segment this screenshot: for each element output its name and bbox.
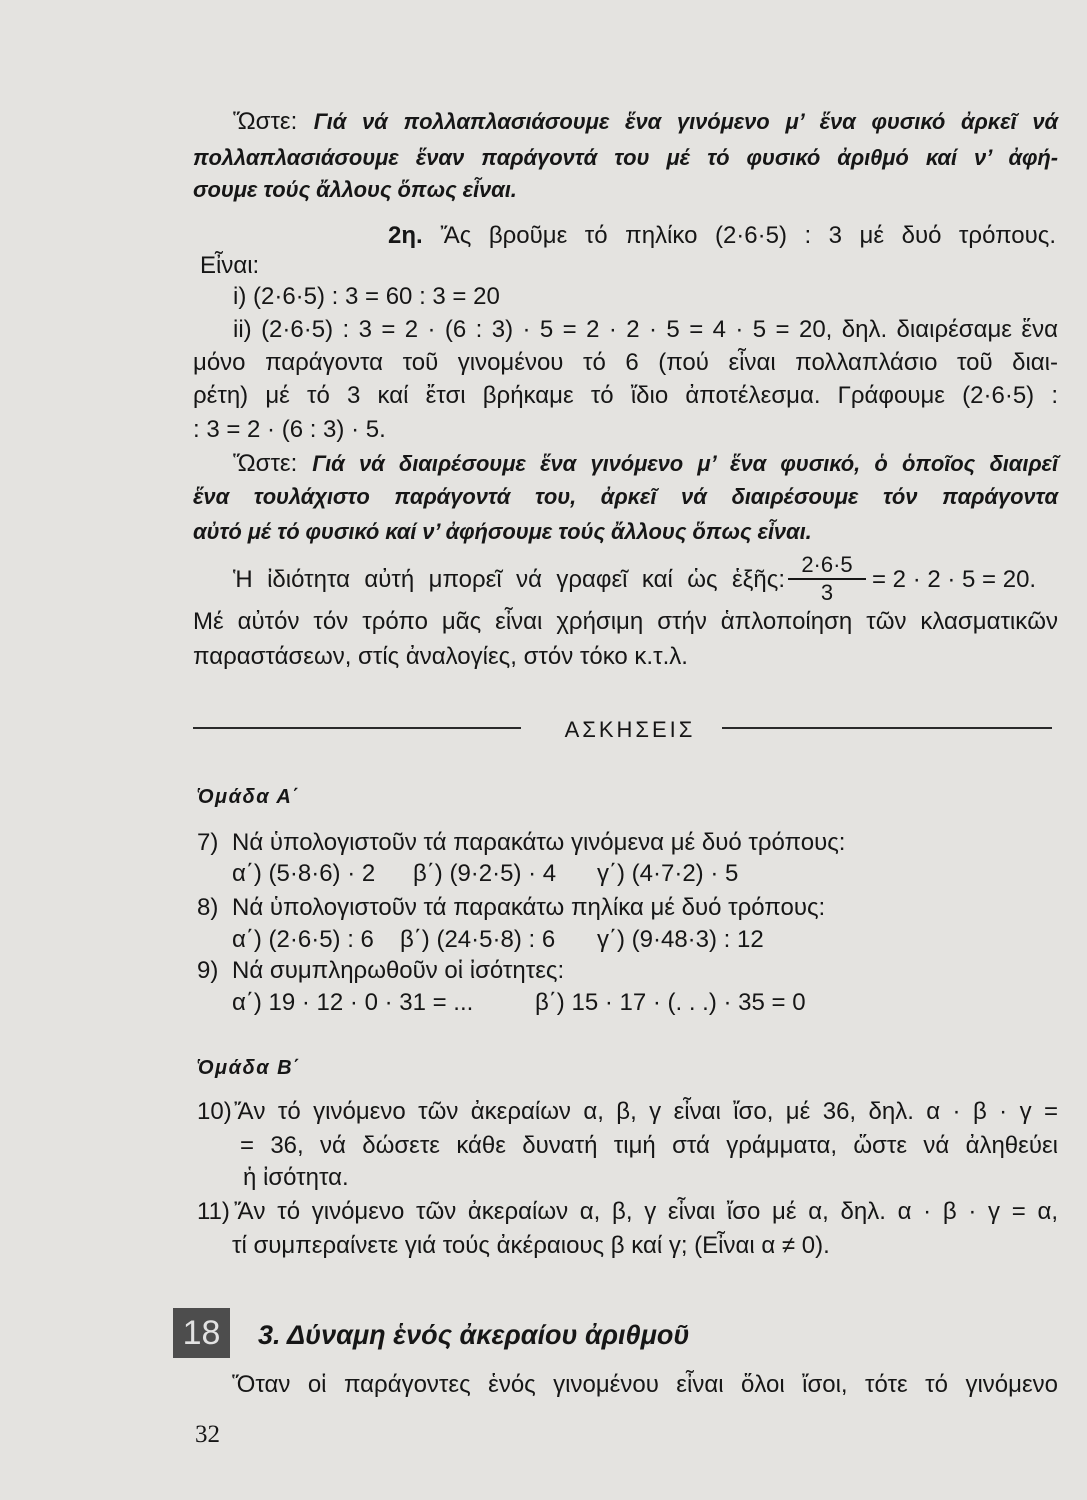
exercise-part [535,988,806,1018]
exercise-text: Νά ὑπολογιστοῦν τά παρακάτω γινόμενα μέ δυό τρόπους: [232,829,846,856]
example-way-i: i) (2·6·5) : 3 = 60 : 3 = 20 [233,283,500,310]
exercise-text-line: Ἄν τό γινόμενο τῶν ἀκεραίων α, β, γ εἶναι ἴσο μέ α, δηλ. α · β · γ = α, [234,1198,1058,1225]
part-expression: (5·8·6) · 2 [268,860,376,887]
exercise-text-line: Ἄν τό γινόμενο τῶν ἀκεραίων α, β, γ εἶναι ἴσο, μέ 36, δηλ. α · β · γ = [234,1098,1058,1125]
example-intro-line [388,221,1056,251]
division-rule-text: ἕνα τουλάχιστο παράγοντά του, ἀρκεῖ νά διαιρέσουμε τόν παράγοντα [193,484,1058,509]
heading-rule-right [722,727,1052,729]
exercise-text-line: τί συμπεραίνετε γιά τούς ἀκέραιους β καί γ; (Εἶναι α ≠ 0). [232,1232,830,1259]
division-rule-lead: Ὥστε: [233,450,298,477]
group-a-title: Ὁμάδα Α΄ [197,786,301,808]
part-expression: (24·5·8) : 6 [436,926,556,953]
division-rule-text: αὐτό μέ τό φυσικό καί ν’ ἀφήσουμε τούς ἄλλους ὅπως εἶναι. [193,519,812,544]
exercise-number: 9) [197,957,219,984]
exercise-part [597,925,764,955]
example-way-ii-line: μόνο παράγοντα τοῦ γινομένου τό 6 (πού εἶναι πολλαπλάσιο τοῦ διαι- [193,349,1058,376]
example-result-lead: Εἶναι: [200,252,260,279]
part-label: α΄) [232,860,262,887]
exercise-part [597,859,738,889]
part-label: β΄) [400,926,430,953]
heading-rule-left [193,727,521,729]
part-expression: 15 · 17 · (. . .) · 35 = 0 [571,989,806,1016]
exercise-number: 11) [197,1198,230,1225]
example-way-ii-line: ρέτη) μέ τό 3 καί ἔτσι βρήκαμε τό ἴδιο ἀποτέλεσμα. Γράφουμε (2·6·5) : [193,382,1058,409]
part-expression: (9·48·3) : 12 [631,926,764,953]
part-expression: (2·6·5) : 6 [268,926,374,953]
property-result: = 2 · 2 · 5 = 20. [872,566,1037,593]
multiplication-rule-line [233,107,1058,137]
multiplication-rule-text: σουμε τούς ἄλλους ὅπως εἶναι. [193,177,517,202]
exercise-text-line: = 36, νά δώσετε κάθε δυνατή τιμή στά γράμματα, ὥστε νά ἀληθεύει [240,1132,1058,1159]
part-label: β΄) [413,860,443,887]
group-b-title: Ὁμάδα Β΄ [197,1057,302,1079]
section-first-line: Ὅταν οἱ παράγοντες ἑνός γινομένου εἶναι ὅλοι ἴσοι, τότε τό γινόμενο [232,1371,1058,1398]
multiplication-rule-text: Γιά νά πολλαπλασιάσουμε ἕνα γινόμενο μ’ ἕνα φυσικό ἀρκεῖ νά [313,109,1058,134]
part-expression: (4·7·2) · 5 [631,860,739,887]
exercise-number: 10) [197,1098,232,1125]
fraction-numerator: 2·6·5 [788,553,866,580]
division-rule-text: Γιά νά διαιρέσουμε ἕνα γινόμενο μ’ ἕνα φυσικό, ὁ ὁποῖος διαιρεῖ [312,451,1058,476]
exercise-number: 7) [197,829,219,856]
property-usage-line: παραστάσεων, στίς ἀναλογίες, στόν τόκο κ.τ.λ. [193,643,688,670]
exercise-part [232,925,374,955]
property-usage-line: Μέ αὐτόν τόν τρόπο μᾶς εἶναι χρήσιμη στήν ἁπλοποίηση τῶν κλασματικῶν [193,608,1058,635]
multiplication-rule-text: πολλαπλασιάσουμε ἕναν παράγοντά του μέ τό φυσικό ἀριθμό καί ν’ ἀφή- [193,145,1058,170]
part-label: α΄) [232,926,262,953]
example-intro: Ἄς βροῦμε τό πηλίκο (2·6·5) : 3 μέ δυό τρόπους. [440,222,1057,249]
example-label: 2η. [388,222,423,249]
exercise-text-line: ἡ ἰσότητα. [243,1164,349,1191]
example-way-ii-line: ii) (2·6·5) : 3 = 2 · (6 : 3) · 5 = 2 · 2 · 5 = 4 · 5 = 20, δηλ. διαιρέσαμε ἕνα [233,316,1058,343]
section-number-badge: 18 [173,1308,230,1358]
exercise-text: Νά συμπληρωθοῦν οἱ ἰσότητες: [232,957,565,984]
exercise-text: Νά ὑπολογιστοῦν τά παρακάτω πηλίκα μέ δυό τρόπους: [232,894,826,921]
exercise-number: 8) [197,894,219,921]
part-expression: (9·2·5) · 4 [449,860,557,887]
section-title: 3. Δύναμη ἑνός ἀκεραίου ἀριθμοῦ [258,1320,690,1350]
exercise-part [232,859,375,889]
part-label: γ΄) [597,860,625,887]
multiplication-rule-lead: Ὥστε: [233,108,298,135]
part-label: β΄) [535,989,565,1016]
example-way-ii-line: : 3 = 2 · (6 : 3) · 5. [193,416,386,443]
property-text: Ἡ ἰδιότητα αὐτή μπορεῖ νά γραφεῖ καί ὡς ἑξῆς: [233,566,785,593]
exercise-part [413,859,556,889]
exercise-part [400,925,555,955]
property-fraction [788,553,866,606]
exercises-heading: ΑΣΚΗΣΕΙΣ [564,717,696,742]
fraction-denominator: 3 [820,580,834,605]
part-label: α΄) [232,989,262,1016]
part-label: γ΄) [597,926,625,953]
division-rule-line [233,449,1058,479]
page-number: 32 [195,1421,220,1448]
part-expression: 19 · 12 · 0 · 31 = ... [268,989,474,1016]
exercise-part [232,988,473,1018]
